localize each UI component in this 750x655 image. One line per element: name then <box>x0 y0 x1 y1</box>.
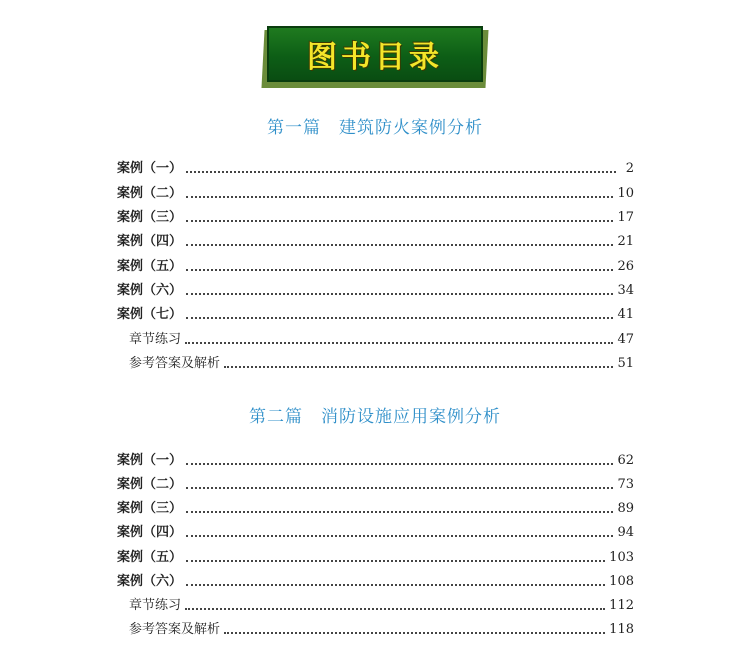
toc-entry[interactable] <box>117 230 634 250</box>
dot-leader <box>224 365 613 368</box>
part-title: 建筑防火案例分析 <box>339 118 483 138</box>
entry-page: 26 <box>617 259 634 274</box>
dot-leader <box>186 486 613 489</box>
toc-entry[interactable] <box>117 279 634 299</box>
dot-leader <box>224 631 605 634</box>
dot-leader <box>186 170 616 173</box>
entry-page: 118 <box>609 622 634 637</box>
part-heading-2 <box>0 402 750 427</box>
part-number: 第二篇 <box>249 407 303 427</box>
entry-page: 34 <box>617 283 634 298</box>
entry-label: 案例（五） <box>117 259 183 274</box>
toc-entry[interactable] <box>117 546 634 566</box>
entry-label: 章节练习 <box>129 332 182 347</box>
entry-label: 案例（四） <box>117 234 183 249</box>
dot-leader <box>186 583 605 586</box>
dot-leader <box>186 268 613 271</box>
dot-leader <box>186 292 613 295</box>
entry-label: 案例（三） <box>117 501 183 516</box>
entry-label: 案例（四） <box>117 525 183 540</box>
entry-page: 17 <box>617 210 634 225</box>
entry-label: 案例（七） <box>117 307 183 322</box>
entry-page: 51 <box>617 356 634 371</box>
entry-label: 案例（二） <box>117 477 183 492</box>
entry-page: 112 <box>609 598 634 613</box>
toc-entry[interactable] <box>117 473 634 493</box>
toc-entry-sub[interactable] <box>117 328 634 348</box>
entry-page: 2 <box>625 161 634 176</box>
toc-entry[interactable] <box>117 449 634 469</box>
entry-label: 案例（二） <box>117 186 183 201</box>
entry-label: 案例（一） <box>117 453 183 468</box>
entry-label: 案例（五） <box>117 550 183 565</box>
entry-page: 73 <box>617 477 634 492</box>
toc-entry[interactable] <box>117 157 634 177</box>
dot-leader <box>186 316 613 319</box>
dot-leader <box>186 462 613 465</box>
entry-label: 参考答案及解析 <box>129 356 221 371</box>
part-number: 第一篇 <box>267 118 321 138</box>
banner-title: 图书目录 <box>307 40 443 75</box>
toc-entry[interactable] <box>117 303 634 323</box>
entry-page: 47 <box>617 332 634 347</box>
entry-label: 参考答案及解析 <box>129 622 221 637</box>
toc-entry[interactable] <box>117 497 634 517</box>
toc-entry[interactable] <box>117 570 634 590</box>
entry-page: 10 <box>617 186 634 201</box>
dot-leader <box>186 243 613 246</box>
entry-page: 89 <box>617 501 634 516</box>
dot-leader <box>186 219 613 222</box>
toc-entry[interactable] <box>117 182 634 202</box>
entry-page: 41 <box>617 307 634 322</box>
toc-entry-sub[interactable] <box>117 352 634 372</box>
banner-box <box>267 26 483 82</box>
dot-leader <box>186 559 605 562</box>
toc-entry-sub[interactable] <box>117 594 634 614</box>
toc-entry[interactable] <box>117 521 634 541</box>
entry-page: 21 <box>617 234 634 249</box>
entry-page: 94 <box>617 525 634 540</box>
entry-label: 章节练习 <box>129 598 182 613</box>
entry-page: 62 <box>617 453 634 468</box>
toc-entry-sub[interactable] <box>117 618 634 638</box>
dot-leader <box>186 534 613 537</box>
entry-label: 案例（六） <box>117 283 183 298</box>
part-heading-1 <box>0 113 750 138</box>
entry-page: 108 <box>609 574 634 589</box>
dot-leader <box>186 195 613 198</box>
entry-label: 案例（一） <box>117 161 183 176</box>
entry-label: 案例（三） <box>117 210 183 225</box>
dot-leader <box>185 341 613 344</box>
entry-label: 案例（六） <box>117 574 183 589</box>
dot-leader <box>186 510 613 513</box>
toc-banner <box>263 26 487 88</box>
toc-entry[interactable] <box>117 255 634 275</box>
entry-page: 103 <box>609 550 634 565</box>
dot-leader <box>185 607 605 610</box>
part-title: 消防设施应用案例分析 <box>321 407 501 427</box>
toc-entry[interactable] <box>117 206 634 226</box>
